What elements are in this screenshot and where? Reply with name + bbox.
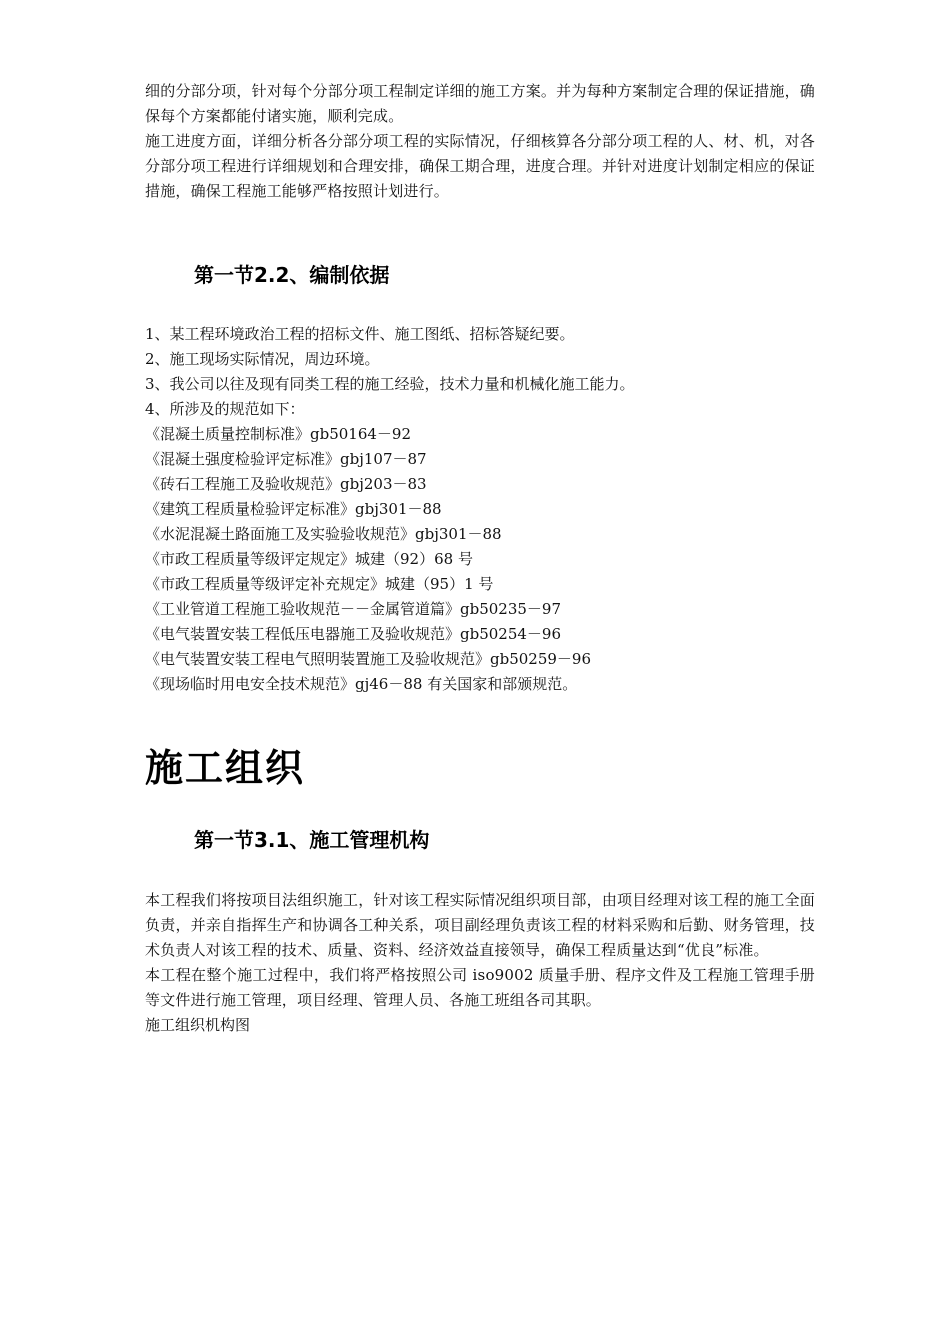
basis-item-3: 3、我公司以往及现有同类工程的施工经验，技术力量和机械化施工能力。	[145, 375, 635, 393]
standard-item: 《建筑工程质量检验评定标准》gbj301－88	[145, 500, 442, 518]
chapter-title: 施工组织	[145, 746, 306, 790]
standard-item: 《工业管道工程施工验收规范－－金属管道篇》gb50235－97	[145, 600, 562, 618]
management-paragraph-1: 本工程我们将按项目法组织施工，针对该工程实际情况组织项目部，由项目经理对该工程的施工全面负责，并亲自指挥生产和协调各工种关系，项目副经理负责该工程的材料采购和后勤、财务管理，技术负责人对该工程的技术、质量、资料、经济效益直接领导，确保工程质量达到“优良”标准。	[145, 891, 815, 959]
standard-item: 《市政工程质量等级评定补充规定》城建（95）1 号	[145, 575, 494, 593]
standard-item: 《砖石工程施工及验收规范》gbj203－83	[145, 475, 427, 493]
standard-item: 《电气装置安装工程电气照明装置施工及验收规范》gb50259－96	[145, 650, 592, 668]
intro-text	[145, 79, 815, 204]
section-3-1-heading: 第一节3.1、施工管理机构	[194, 828, 430, 852]
intro-paragraph-2: 施工进度方面，详细分析各分部分项工程的实际情况，仔细核算各分部分项工程的人、材、机，对各分部分项工程进行详细规划和合理安排，确保工期合理，进度合理。并针对进度计划制定相应的保证措施，确保工程施工能够严格按照计划进行。	[145, 132, 815, 200]
standard-item: 《市政工程质量等级评定规定》城建（92）68 号	[145, 550, 473, 568]
management-text	[145, 888, 815, 1038]
basis-item-1: 1、某工程环境政治工程的招标文件、施工图纸、招标答疑纪要。	[145, 325, 575, 343]
basis-item-4: 4、所涉及的规范如下：	[145, 400, 305, 418]
standard-item: 《混凝土质量控制标准》gb50164－92	[145, 425, 412, 443]
standard-item: 《水泥混凝土路面施工及实验验收规范》gbj301－88	[145, 525, 502, 543]
section-2-2-heading: 第一节2.2、编制依据	[194, 263, 390, 287]
management-paragraph-2: 本工程在整个施工过程中，我们将严格按照公司 iso9002 质量手册、程序文件及工程施工管理手册等文件进行施工管理，项目经理、管理人员、各施工班组各司其职。	[145, 966, 815, 1009]
standard-item: 《电气装置安装工程低压电器施工及验收规范》gb50254－96	[145, 625, 562, 643]
intro-paragraph-1: 细的分部分项，针对每个分部分项工程制定详细的施工方案。并为每种方案制定合理的保证措施，确保每个方案都能付诸实施，顺利完成。	[145, 82, 815, 125]
standard-item: 《混凝土强度检验评定标准》gbj107－87	[145, 450, 427, 468]
basis-item-2: 2、施工现场实际情况，周边环境。	[145, 350, 380, 368]
standard-item: 《现场临时用电安全技术规范》gj46－88 有关国家和部颁规范。	[145, 675, 578, 693]
org-chart-caption: 施工组织机构图	[145, 1016, 251, 1034]
basis-list	[145, 322, 815, 697]
